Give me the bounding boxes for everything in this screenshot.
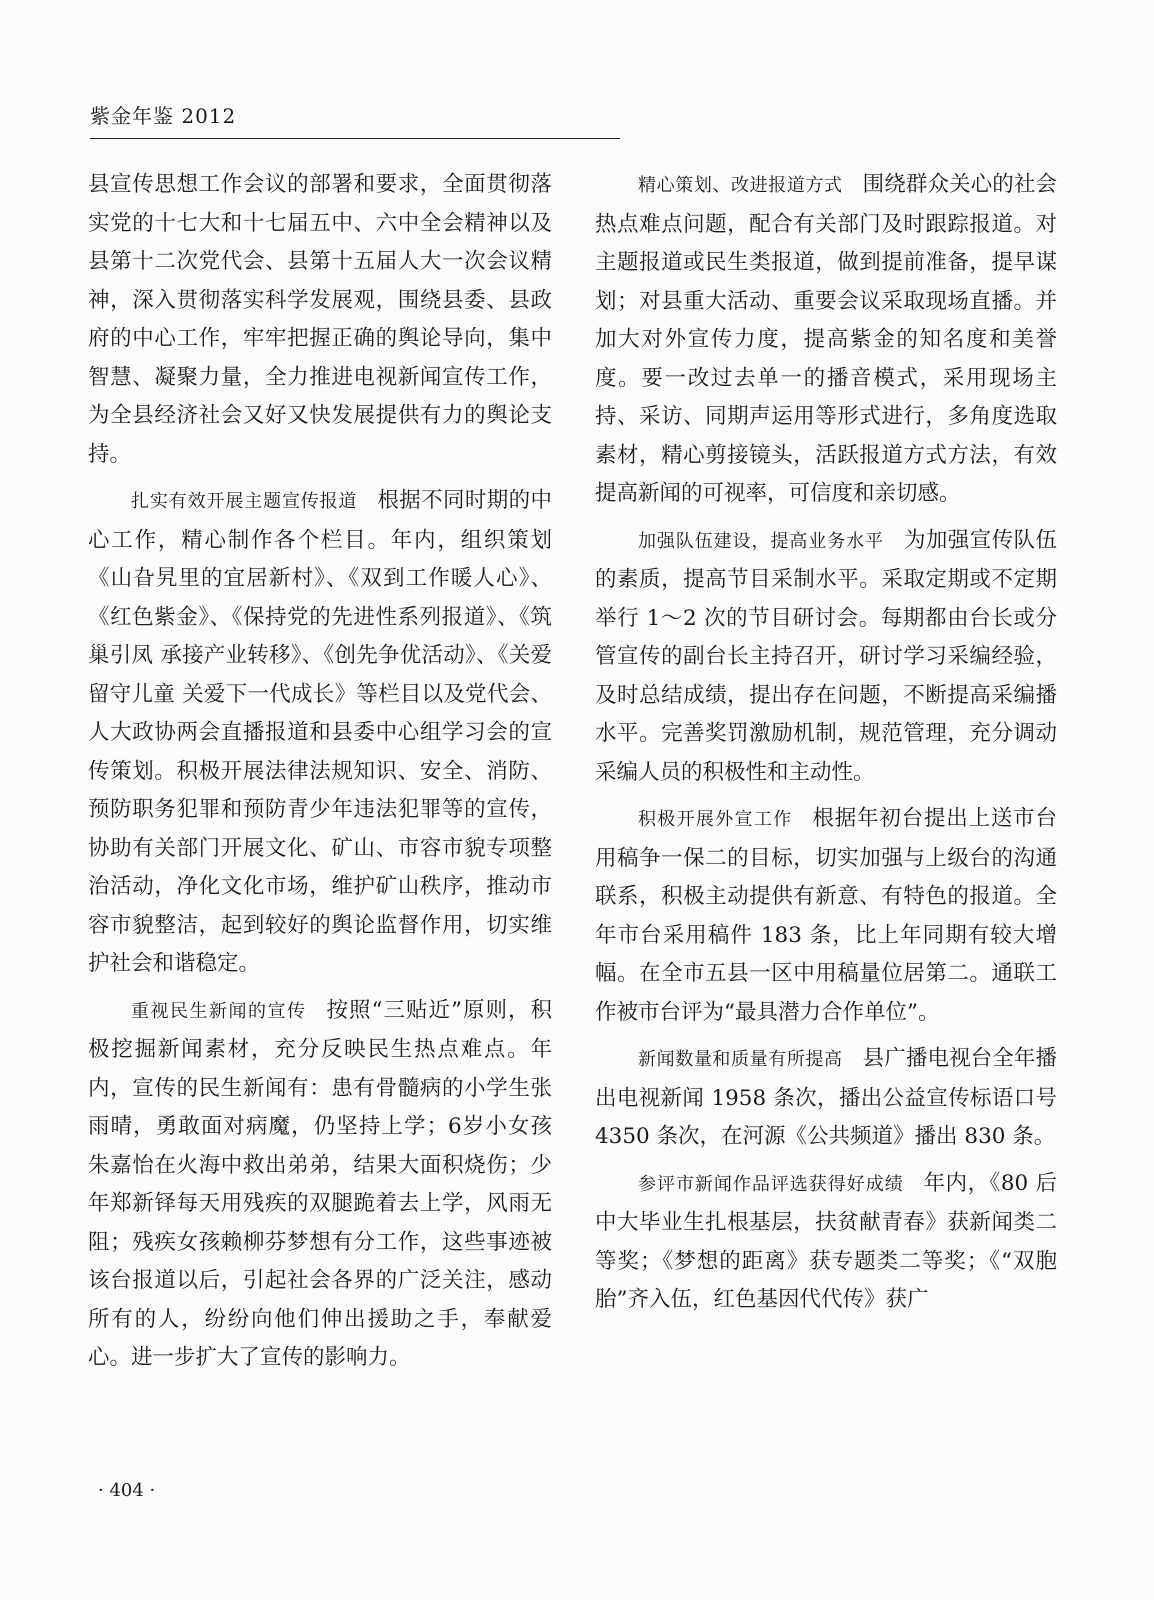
section-heading: 扎实有效开展主题宣传报道: [131, 491, 358, 512]
left-column: [88, 166, 552, 1386]
section-news-quantity: [595, 1040, 1057, 1157]
paragraph-continued: [88, 166, 552, 474]
section-body: 年内，《80 后中大毕业生扎根基层，扶贫献青春》获新闻类二等奖；《梦想的距离》获专题类二等奖；《“双胞胎”齐入伍，红色基因代代传》获广: [595, 1170, 1057, 1312]
section-heading: 加强队伍建设，提高业务水平: [638, 530, 884, 552]
section-team-building: [595, 522, 1057, 793]
section-heading: 重视民生新闻的宣传: [131, 1000, 307, 1022]
section-theme-reporting: [88, 482, 552, 984]
section-planning: [595, 166, 1057, 514]
section-body: 根据年初台提出上送市台用稿争一保二的目标，切实加强与上级台的沟通联系，积极主动提供有新意、有特色的报道。全年市台采用稿件 183 条，比上年同期有较大增幅。在全市五县一区中用稿量位居第二。通联工作被市台评为“最具潜力合作单位”。: [595, 806, 1057, 1025]
section-heading: 新闻数量和质量有所提高: [638, 1049, 843, 1070]
section-external-publicity: [595, 800, 1057, 1032]
header-rule: [90, 138, 620, 139]
section-body: 根据不同时期的中心工作，精心制作各个栏目。年内，组织策划《山旮旯里的宜居新村》、《双到工作暖人心》、《红色紫金》、《保持党的先进性系列报道》、《筑巢引凤 承接产业转移》、《创先争优活动》、《关爱留守儿童 关爱下一代成长》等栏目以及党代会、人大政协两会直播报道和县委中心组学习会的宣传策划。积极开展法律法规知识、安全、消防、预防职务犯罪和预防青少年违法犯罪等的宣传，协助有关部门开展文化、矿山、市容市貌专项整治活动，净化文化市场，维护矿山秩序，推动市容市貌整洁，起到较好的舆论监督作用，切实维护社会和谐稳定。: [88, 488, 552, 976]
page-number: · 404 ·: [98, 1480, 156, 1501]
section-awards: [595, 1165, 1057, 1320]
section-heading: 积极开展外宣工作: [638, 809, 793, 830]
right-column: [595, 166, 1057, 1328]
section-body: 为加强宣传队伍的素质，提高节目采制水平。采取定期或不定期举行 1～2 次的节目研讨会。每期都由台长或分管宣传的副台长主持召开，研讨学习采编经验，及时总结成绩，提出存在问题，不断提高采编播水平。完善奖罚激励机制，规范管理，充分调动采编人员的积极性和主动性。: [595, 527, 1057, 785]
section-heading: 精心策划、改进报道方式: [638, 175, 843, 196]
section-body: 围绕群众关心的社会热点难点问题，配合有关部门及时跟踪报道。对主题报道或民生类报道，做到提前准备，提早谋划；对县重大活动、重要会议采取现场直播。并加大对外宣传力度，提高紫金的知名度和美誉度。要一改过去单一的播音模式，采用现场主持、采访、同期声运用等形式进行，多角度选取素材，精心剪接镜头，活跃报道方式方法，有效提高新闻的可视率，可信度和亲切感。: [595, 172, 1057, 506]
section-body: 县广播电视台全年播出电视新闻 1958 条次，播出公益宣传标语口号 4350 条次，在河源《公共频道》播出 830 条。: [595, 1046, 1057, 1149]
paragraph-text: 县宣传思想工作会议的部署和要求，全面贯彻落实党的十七大和十七届五中、六中全会精神以及县第十二次党代会、县第十五届人大一次会议精神，深入贯彻落实科学发展观，围绕县委、县政府的中心工作，牢牢把握正确的舆论导向，集中智慧、凝聚力量，全力推进电视新闻宣传工作，为全县经济社会又好又快发展提供有力的舆论支持。: [88, 172, 552, 467]
section-body: 按照“三贴近”原则，积极挖掘新闻素材，充分反映民生热点难点。年内，宣传的民生新闻有：患有骨髓病的小学生张雨晴，勇敢面对病魔，仍坚持上学；6岁小女孩朱嘉怡在火海中救出弟弟，结果大面积烧伤；少年郑新铎每天用残疾的双腿跪着去上学，风雨无阻；残疾女孩赖柳芬梦想有分工作，这些事迹被该台报道以后，引起社会各界的广泛关注，感动所有的人，纷纷向他们伸出援助之手，奉献爱心。进一步扩大了宣传的影响力。: [88, 997, 553, 1370]
running-header: 紫金年鉴 2012: [90, 104, 237, 128]
section-heading: 参评市新闻作品评选获得好成绩: [638, 1173, 904, 1195]
section-livelihood-news: [88, 992, 552, 1378]
